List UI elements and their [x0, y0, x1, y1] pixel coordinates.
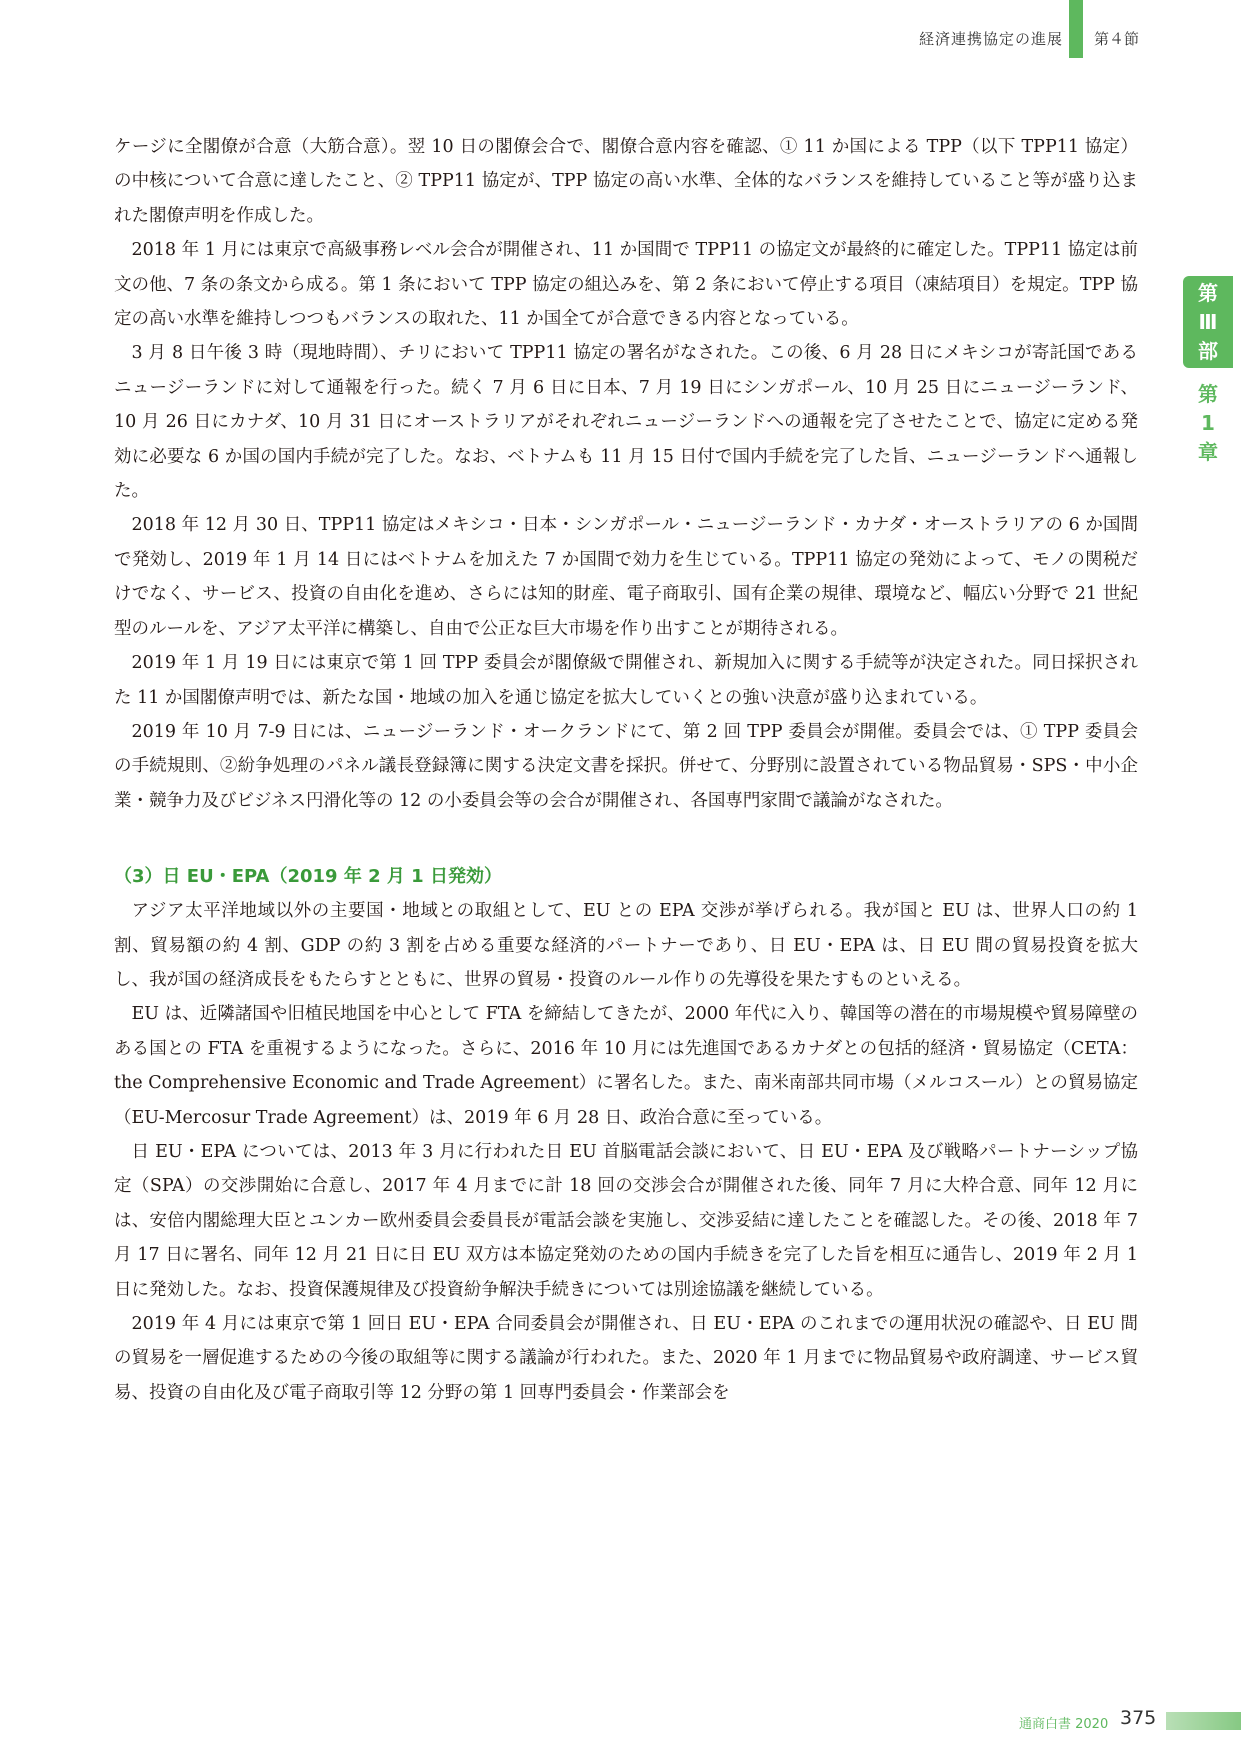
- paragraph: 2019 年 4 月には東京で第 1 回日 EU・EPA 合同委員会が開催され、日 EU・EPA のこれまでの運用状況の確認や、日 EU 間の貿易を一層促進するための今後の取組等に関する議論が行われた。また、2020 年 1 月までに物品貿易や政府調達、サービス貿易、投資の自由化及び電子商取引等 12 分野の第 1 回専門委員会・作業部会を: [114, 1314, 1138, 1403]
- chapter-tab-char: 第: [1198, 382, 1218, 406]
- part-tab-char: 部: [1198, 338, 1218, 363]
- paragraph: アジア太平洋地域以外の主要国・地域との取組として、EU との EPA 交渉が挙げられる。我が国と EU は、世界人口の約 1 割、貿易額の約 4 割、GDP の約 3 割を占める重要な経済的パートナーであり、日 EU・EPA は、日 EU 間の貿易投資を拡大し、我が国の経済成長をもたらすとともに、世界の貿易・投資のルール作りの先導役を果たすものといえる。: [114, 901, 1138, 990]
- paragraph: EU は、近隣諸国や旧植民地国を中心として FTA を締結してきたが、2000 年代に入り、韓国等の潜在的市場規模や貿易障壁のある国との FTA を重視するようになった。さらに、2016 年 10 月には先進国であるカナダとの包括的経済・貿易協定（CETA：the Comprehensive Economic and Trade Agreement）に署名した。また、南米南部共同市場（メルコスール）との貿易協定（EU-Mercosur Trade Agreement）は、2019 年 6 月 28 日、政治合意に至っている。: [114, 1004, 1138, 1128]
- header-accent-bar: [1069, 0, 1083, 58]
- paragraph: 2019 年 1 月 19 日には東京で第 1 回 TPP 委員会が閣僚級で開催され、新規加入に関する手続等が決定された。同日採択された 11 か国閣僚声明では、新たな国・地域の加入を通じ協定を拡大していくとの強い決意が盛り込まれている。: [114, 653, 1138, 708]
- paragraph: 2018 年 12 月 30 日、TPP11 協定はメキシコ・日本・シンガポール・ニュージーランド・カナダ・オーストラリアの 6 か国間で発効し、2019 年 1 月 14 日にはベトナムを加えた 7 か国間で効力を生じている。TPP11 協定の発効によって、モノの関税だけでなく、サービス、投資の自由化を進め、さらには知的財産、電子商取引、国有企業の規律、環境など、幅広い分野で 21 世紀型のルールを、アジア太平洋に構築し、自由で公正な巨大市場を作り出すことが期待される。: [114, 515, 1138, 639]
- paragraph: 日 EU・EPA については、2013 年 3 月に行われた日 EU 首脳電話会談において、日 EU・EPA 及び戦略パートナーシップ協定（SPA）の交渉開始に合意し、2017 年 4 月までに計 18 回の交渉会合が開催された後、同年 7 月に大枠合意、同年 12 月には、安倍内閣総理大臣とユンカー欧州委員会委員長が電話会談を実施し、交渉妥結に達したことを確認した。その後、2018 年 7 月 17 日に署名、同年 12 月 21 日に日 EU 双方は本協定発効のための国内手続きを完了した旨を相互に通告し、2019 年 2 月 1 日に発効した。なお、投資保護規律及び投資紛争解決手続きについては別途協議を継続している。: [114, 1141, 1138, 1300]
- running-header-title: 経済連携協定の進展: [918, 30, 1063, 48]
- part-tab: [1183, 276, 1233, 368]
- chapter-tab-char: 1: [1201, 411, 1215, 435]
- paragraph: 2019 年 10 月 7-9 日には、ニュージーランド・オークランドにて、第 2 回 TPP 委員会が開催。委員会では、① TPP 委員会の手続規則、②紛争処理のパネル議長登録簿に関する決定文書を採択。併せて、分野別に設置されている物品貿易・SPS・中小企業・競争力及びビジネス円滑化等の 12 の小委員会等の会合が開催され、各国専門家間で議論がなされた。: [114, 721, 1138, 811]
- paragraph: 2018 年 1 月には東京で高級事務レベル会合が開催され、11 か国間で TPP11 の協定文が最終的に確定した。TPP11 協定は前文の他、7 条の条文から成る。第 1 条において TPP 協定の組込みを、第 2 条において停止する項目（凍結項目）を規定。TPP 協定の高い水準を維持しつつもバランスの取れた、11 か国全てが合意できる内容となっている。: [114, 240, 1138, 330]
- footer-accent-bar: [1166, 1712, 1241, 1730]
- part-tab-char: 第: [1198, 280, 1218, 305]
- page-number: 375: [1120, 1707, 1157, 1729]
- chapter-tab-char: 章: [1198, 440, 1218, 464]
- paragraph: 3 月 8 日午後 3 時（現地時間）、チリにおいて TPP11 協定の署名がなされた。この後、6 月 28 日にメキシコが寄託国であるニュージーランドに対して通報を行った。続く 7 月 6 日に日本、7 月 19 日にシンガポール、10 月 25 日にニュージーランド、10 月 26 日にカナダ、10 月 31 日にオーストラリアがそれぞれニュージーランドへの通報を完了させたことで、協定に定める発効に必要な 6 か国の国内手続が完了した。なお、ベトナムも 11 月 15 日付で国内手続を完了した旨、ニュージーランドへ通報した。: [114, 343, 1138, 502]
- part-tab-char: Ⅲ: [1198, 309, 1218, 334]
- chapter-tab: [1183, 380, 1233, 467]
- running-header-section: 第４節: [1094, 30, 1140, 48]
- body-text: [114, 130, 1138, 1410]
- footer-publication: 通商白書 2020: [1019, 1717, 1109, 1732]
- paragraph: ケージに全閣僚が合意（大筋合意）。翌 10 日の閣僚会合で、閣僚合意内容を確認、① 11 か国による TPP（以下 TPP11 協定）の中核について合意に達したこと、② TPP11 協定が、TPP 協定の高い水準、全体的なバランスを維持していること等が盛り込まれた閣僚声明を作成した。: [114, 137, 1138, 226]
- section-heading: （3）日 EU・EPA（2019 年 2 月 1 日発効）: [114, 866, 502, 888]
